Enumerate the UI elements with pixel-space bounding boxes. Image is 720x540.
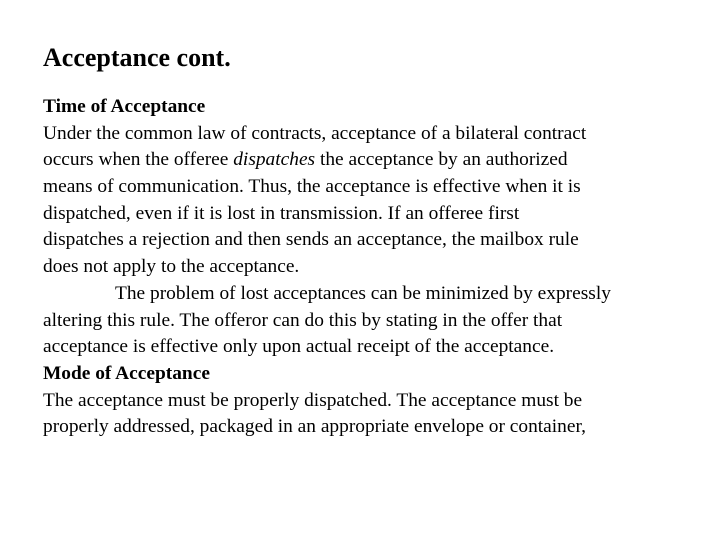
paragraph-line: [43, 147, 703, 174]
section-heading-mode-of-acceptance: Mode of Acceptance: [43, 362, 210, 384]
paragraph-line: means of communication. Thus, the acceptance is effective when it is: [43, 176, 581, 198]
paragraph-line: properly addressed, packaged in an appropriate envelope or container,: [43, 416, 587, 438]
emphasized-term: dispatches: [233, 149, 316, 171]
text-run: occurs when the offeree: [43, 149, 234, 171]
paragraph-line: The acceptance must be properly dispatched. The acceptance must be: [43, 389, 583, 411]
paragraph-line: dispatched, even if it is lost in transmission. If an offeree first: [43, 202, 520, 224]
paragraph-line: acceptance is effective only upon actual receipt of the acceptance.: [43, 336, 555, 358]
paragraph-line: altering this rule. The offeror can do this by stating in the offer that: [43, 309, 563, 331]
paragraph-line: Under the common law of contracts, acceptance of a bilateral contract: [43, 122, 587, 144]
slide-body: [43, 94, 703, 441]
paragraph-line: dispatches a rejection and then sends an acceptance, the mailbox rule: [43, 229, 579, 251]
paragraph-line: does not apply to the acceptance.: [43, 256, 300, 278]
paragraph-line-indented: The problem of lost acceptances can be minimized by expressly: [115, 282, 611, 304]
section-heading-time-of-acceptance: Time of Acceptance: [43, 96, 206, 117]
text-run: the acceptance by an authorized: [315, 149, 568, 171]
slide-title: Acceptance cont.: [43, 43, 231, 72]
